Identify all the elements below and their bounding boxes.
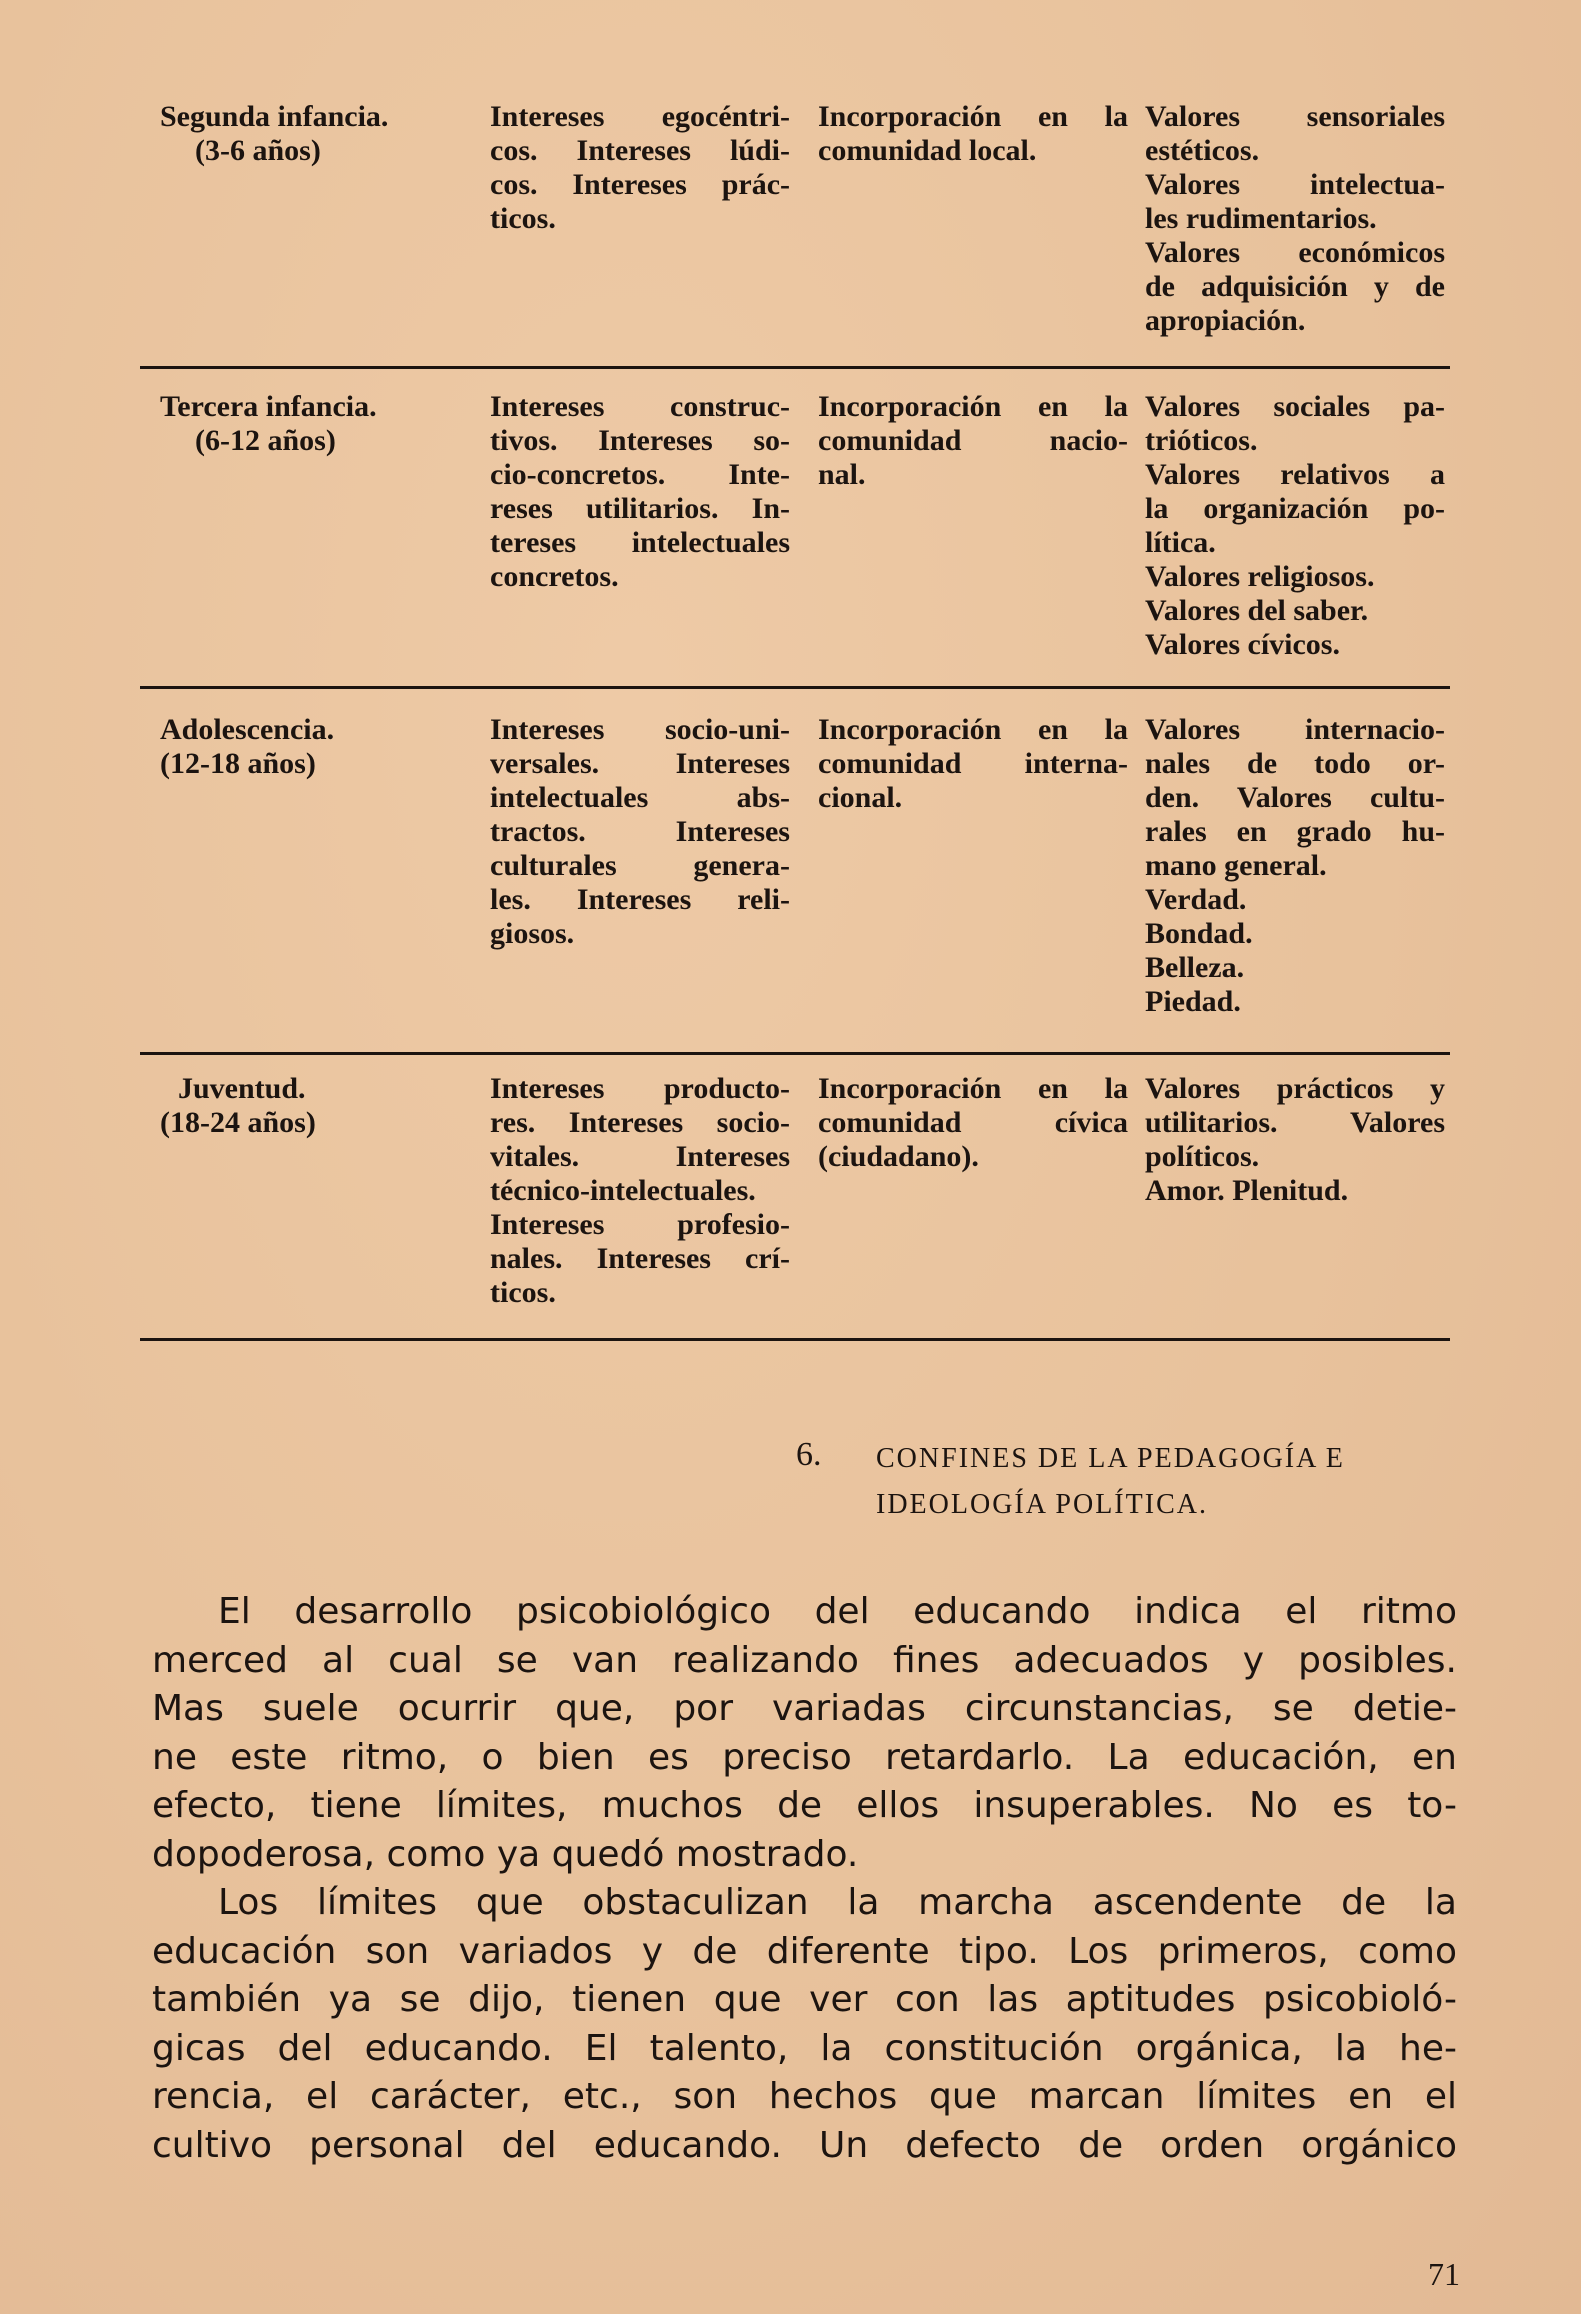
values-line: apropiación.	[1145, 304, 1306, 337]
incorporation-cell	[818, 100, 1128, 168]
table-row	[140, 100, 1450, 360]
values-line: Valores relativos a	[1145, 458, 1445, 491]
incorporation-line: cional.	[818, 781, 903, 814]
values-line: Valores sensoriales	[1145, 100, 1445, 133]
text-line: merced al cual se van realizando fines adecuados y posibles.	[152, 1639, 1457, 1681]
incorporation-line: comunidad nacio-	[818, 424, 1128, 457]
interests-line: ticos.	[490, 1276, 556, 1309]
incorporation-line: Incorporación en la	[818, 1072, 1128, 1105]
stage-age: (12-18 años)	[160, 747, 316, 780]
text-line: Los límites que obstaculizan la marcha ascendente de la	[218, 1882, 1457, 1923]
interests-line: cos. Intereses prác-	[490, 168, 790, 201]
interests-cell	[490, 713, 790, 951]
values-line: Verdad.	[1145, 883, 1247, 916]
values-line: Valores religiosos.	[1145, 560, 1375, 593]
interests-cell	[490, 390, 790, 594]
incorporation-line: nal.	[818, 458, 866, 491]
interests-line: nales. Intereses crí-	[490, 1242, 790, 1275]
interests-line: Intereses construc-	[490, 390, 790, 423]
row-divider	[140, 366, 1450, 369]
incorporation-line: Incorporación en la	[818, 390, 1128, 423]
values-line: lítica.	[1145, 526, 1216, 559]
interests-line: tereses intelectuales	[490, 526, 790, 559]
stage-age: (6-12 años)	[195, 424, 336, 457]
values-line: Piedad.	[1145, 985, 1241, 1018]
interests-line: ticos.	[490, 202, 556, 235]
values-line: mano general.	[1145, 849, 1327, 882]
stage-cell	[160, 390, 460, 458]
values-cell	[1145, 713, 1445, 1019]
interests-line: intelectuales abs-	[490, 781, 790, 814]
values-line: Valores económicos	[1145, 236, 1445, 269]
incorporation-line: Incorporación en la	[818, 100, 1128, 133]
interests-cell	[490, 100, 790, 236]
paragraph	[152, 1588, 1457, 1879]
incorporation-line: comunidad cívica	[818, 1106, 1128, 1139]
incorporation-line: comunidad local.	[818, 134, 1037, 167]
page-number: 71	[1428, 2256, 1460, 2292]
row-divider	[140, 1338, 1450, 1341]
values-line: Amor. Plenitud.	[1145, 1174, 1349, 1207]
row-divider	[140, 1052, 1450, 1055]
interests-line: Intereses egocéntri-	[490, 100, 790, 133]
table-row	[140, 1072, 1450, 1372]
values-line: Valores sociales pa-	[1145, 390, 1445, 423]
section-title-line: CONFINES DE LA PEDAGOGÍA E	[876, 1443, 1345, 1474]
values-line: Bondad.	[1145, 917, 1253, 950]
incorporation-cell	[818, 1072, 1128, 1174]
text-line: también ya se dijo, tienen que ver con las aptitudes psicobioló-	[152, 1979, 1457, 2020]
values-line: la organización po-	[1145, 492, 1445, 525]
interests-line: concretos.	[490, 560, 619, 593]
values-cell	[1145, 100, 1445, 338]
stage-cell	[160, 1072, 460, 1140]
text-line: cultivo personal del educando. Un defecto de orden orgánico	[152, 2124, 1457, 2166]
section-title-line: IDEOLOGÍA POLÍTICA.	[876, 1489, 1208, 1520]
values-line: Valores del saber.	[1145, 594, 1369, 627]
text-line: dopoderosa, como ya quedó mostrado.	[152, 1833, 859, 1875]
values-cell	[1145, 390, 1445, 662]
interests-line: res. Intereses socio-	[490, 1106, 790, 1139]
text-line: gicas del educando. El talento, la constitución orgánica, la he-	[152, 2027, 1457, 2069]
values-line: políticos.	[1145, 1140, 1260, 1173]
interests-line: tractos. Intereses	[490, 815, 790, 848]
interests-line: cos. Intereses lúdi-	[490, 134, 790, 167]
values-line: utilitarios. Valores	[1145, 1106, 1445, 1139]
values-line: den. Valores cultu-	[1145, 781, 1445, 814]
stage-name: Adolescencia.	[160, 713, 335, 746]
text-line: rencia, el carácter, etc., son hechos que marcan límites en el	[152, 2076, 1457, 2117]
interests-cell	[490, 1072, 790, 1310]
values-line: estéticos.	[1145, 134, 1260, 167]
interests-line: Intereses profesio-	[490, 1208, 790, 1241]
interests-line: culturales genera-	[490, 849, 790, 882]
body-text	[152, 1588, 1457, 2170]
values-line: trióticos.	[1145, 424, 1258, 457]
values-line: Valores internacio-	[1145, 713, 1445, 746]
interests-line: les. Intereses reli-	[490, 883, 790, 916]
incorporation-line: Incorporación en la	[818, 713, 1128, 746]
text-line: El desarrollo psicobiológico del educando indica el ritmo	[218, 1591, 1457, 1632]
values-line: les rudimentarios.	[1145, 202, 1377, 235]
stage-name: Segunda infancia.	[160, 100, 389, 133]
interests-line: tivos. Intereses so-	[490, 424, 790, 457]
stage-name: Juventud.	[178, 1072, 306, 1105]
stage-age: (18-24 años)	[160, 1106, 316, 1139]
interests-line: técnico-intelectuales.	[490, 1174, 756, 1207]
interests-line: reses utilitarios. In-	[490, 492, 790, 525]
values-cell	[1145, 1072, 1445, 1208]
incorporation-cell	[818, 390, 1128, 492]
text-line: educación son variados y de diferente tipo. Los primeros, como	[152, 1930, 1457, 1972]
text-line: ne este ritmo, o bien es preciso retardarlo. La educación, en	[152, 1736, 1457, 1778]
stage-cell	[160, 100, 460, 168]
interests-line: Intereses socio-uni-	[490, 713, 790, 746]
section-title	[876, 1436, 1456, 1528]
incorporation-cell	[818, 713, 1128, 815]
interests-line: Intereses producto-	[490, 1072, 790, 1105]
text-line: efecto, tiene límites, muchos de ellos insuperables. No es to-	[152, 1785, 1457, 1826]
interests-line: cio-concretos. Inte-	[490, 458, 790, 491]
row-divider	[140, 686, 1450, 689]
paragraph	[152, 1879, 1457, 2170]
interests-line: giosos.	[490, 917, 575, 950]
values-line: Valores intelectua-	[1145, 168, 1445, 201]
stage-cell	[160, 713, 460, 781]
values-line: nales de todo or-	[1145, 747, 1445, 780]
values-line: Valores cívicos.	[1145, 628, 1340, 661]
interests-line: versales. Intereses	[490, 747, 790, 780]
section-number: 6.	[796, 1436, 822, 1473]
values-line: Belleza.	[1145, 951, 1245, 984]
values-line: rales en grado hu-	[1145, 815, 1445, 848]
values-line: Valores prácticos y	[1145, 1072, 1445, 1105]
stage-name: Tercera infancia.	[160, 390, 377, 423]
incorporation-line: comunidad interna-	[818, 747, 1128, 780]
values-line: de adquisición y de	[1145, 270, 1445, 303]
incorporation-line: (ciudadano).	[818, 1140, 979, 1173]
interests-line: vitales. Intereses	[490, 1140, 790, 1173]
stage-age: (3-6 años)	[195, 134, 321, 167]
text-line: Mas suele ocurrir que, por variadas circunstancias, se detie-	[152, 1688, 1457, 1729]
